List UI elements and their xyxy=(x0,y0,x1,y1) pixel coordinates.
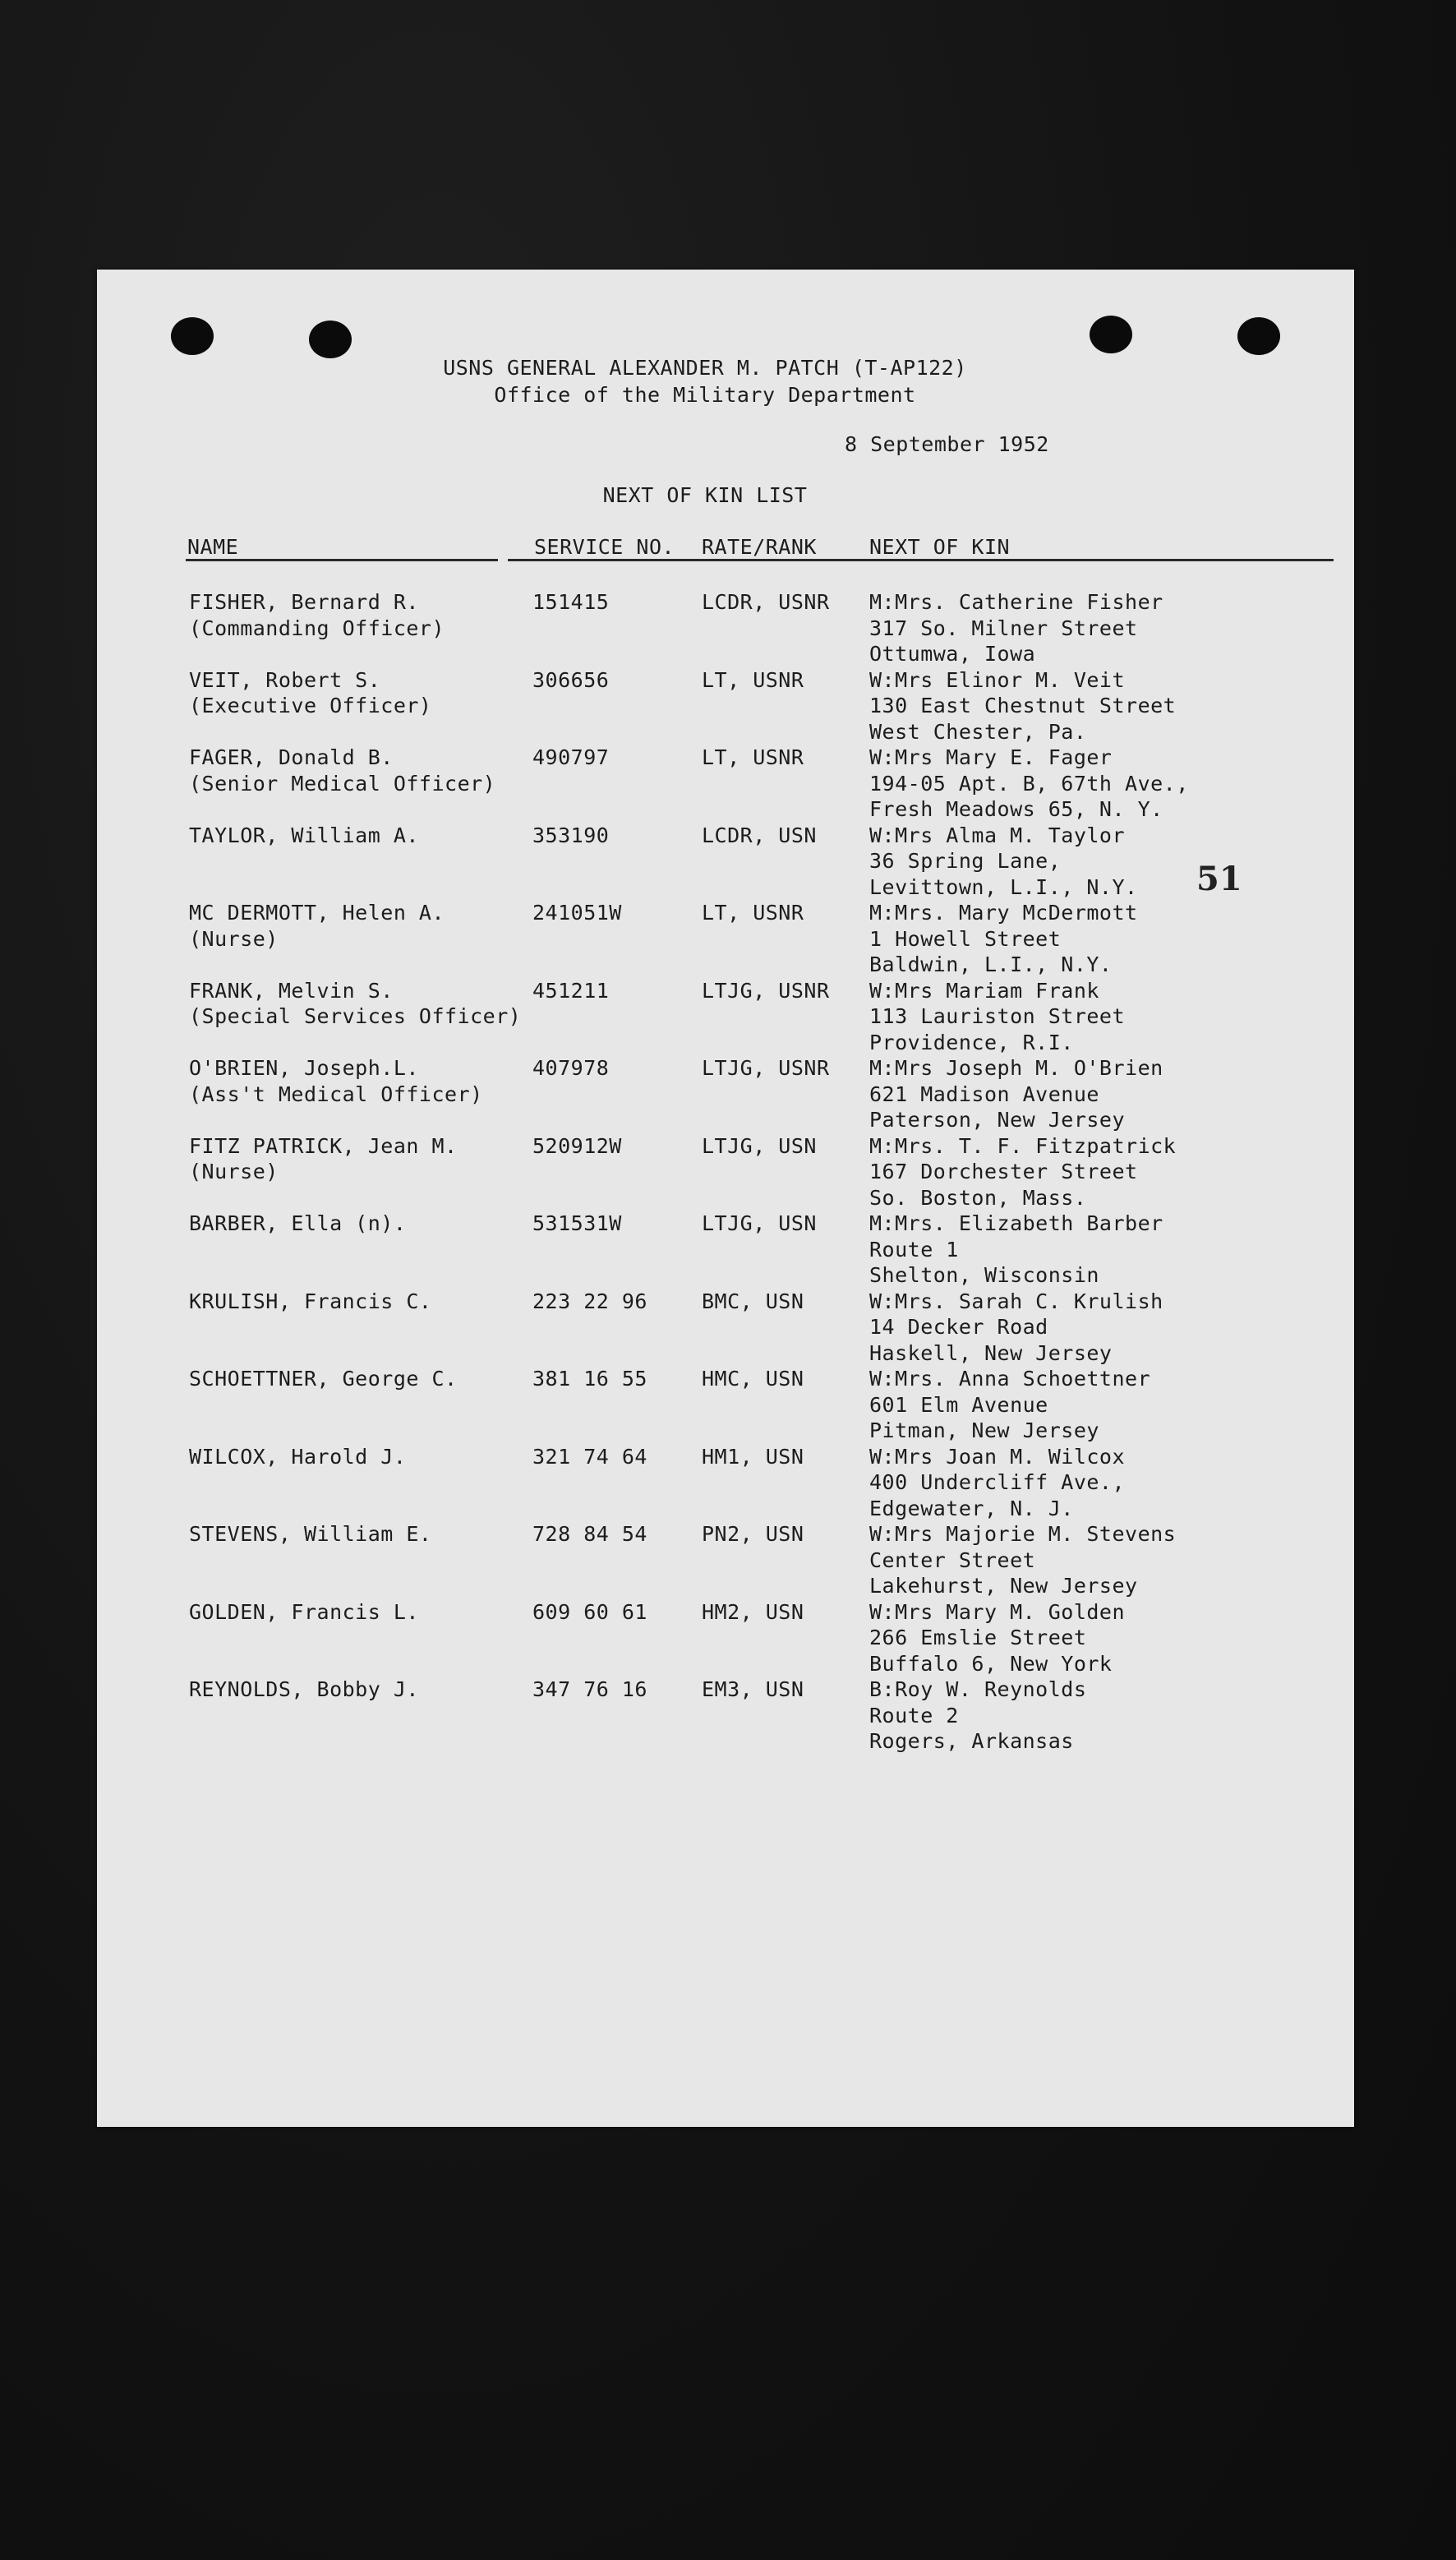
entry-service-no: 241051W xyxy=(532,901,622,925)
column-header-name: NAME xyxy=(187,535,239,559)
entry-rate-rank: EM3, USN xyxy=(702,1677,804,1701)
entry-service-no: 490797 xyxy=(532,745,610,769)
entry-name: WILCOX, Harold J. xyxy=(189,1444,407,1469)
entry-next-of-kin-line: 14 Decker Road xyxy=(869,1315,1048,1339)
header-rule xyxy=(186,559,498,561)
entry-next-of-kin-line: B:Roy W. Reynolds xyxy=(869,1677,1087,1701)
entry-next-of-kin-line: 113 Lauriston Street xyxy=(869,1004,1126,1028)
entry-rate-rank: HM1, USN xyxy=(702,1444,804,1469)
list-item xyxy=(97,901,1354,980)
punch-hole-icon xyxy=(1090,316,1132,353)
entry-next-of-kin-line: W:Mrs Elinor M. Veit xyxy=(869,667,1126,692)
entry-next-of-kin-line: Shelton, Wisconsin xyxy=(869,1263,1099,1287)
entry-next-of-kin-line: Providence, R.I. xyxy=(869,1030,1074,1054)
entry-name: MC DERMOTT, Helen A. xyxy=(189,901,445,925)
entry-rate-rank: HM2, USN xyxy=(702,1599,804,1624)
entry-next-of-kin-line: 194-05 Apt. B, 67th Ave., xyxy=(869,771,1189,796)
document-page xyxy=(97,270,1354,2127)
entry-next-of-kin-line: W:Mrs Mary E. Fager xyxy=(869,745,1113,769)
entry-next-of-kin-line: W:Mrs. Sarah C. Krulish xyxy=(869,1289,1163,1313)
entry-name: TAYLOR, William A. xyxy=(189,823,419,847)
punch-hole-icon xyxy=(309,321,352,358)
entry-name: BARBER, Ella (n). xyxy=(189,1211,407,1235)
entry-next-of-kin-line: M:Mrs. Mary McDermott xyxy=(869,901,1138,925)
list-item xyxy=(97,1211,1354,1290)
entry-next-of-kin-line: 621 Madison Avenue xyxy=(869,1082,1099,1106)
entry-name: SCHOETTNER, George C. xyxy=(189,1367,458,1391)
list-item xyxy=(97,590,1354,669)
entry-service-no: 407978 xyxy=(532,1056,610,1080)
list-item xyxy=(97,1522,1354,1601)
entry-next-of-kin-line: 601 Elm Avenue xyxy=(869,1392,1048,1417)
entry-next-of-kin-line: 400 Undercliff Ave., xyxy=(869,1470,1126,1494)
entry-next-of-kin-line: 1 Howell Street xyxy=(869,926,1062,951)
entry-rate-rank: LTJG, USNR xyxy=(702,978,830,1003)
entry-name: REYNOLDS, Bobby J. xyxy=(189,1677,419,1701)
entry-name: KRULISH, Francis C. xyxy=(189,1289,432,1313)
list-item xyxy=(97,668,1354,747)
entry-name: FAGER, Donald B. xyxy=(189,745,394,769)
list-item xyxy=(97,745,1354,824)
entry-name: FISHER, Bernard R. xyxy=(189,590,419,614)
entry-rate-rank: LTJG, USN xyxy=(702,1133,817,1158)
entry-next-of-kin-line: 317 So. Milner Street xyxy=(869,616,1138,640)
entry-service-no: 306656 xyxy=(532,667,610,692)
entry-service-no: 451211 xyxy=(532,978,610,1003)
entry-next-of-kin-line: M:Mrs. Elizabeth Barber xyxy=(869,1211,1163,1235)
column-header-rate-rank: RATE/RANK xyxy=(702,535,817,559)
entry-name: STEVENS, William E. xyxy=(189,1522,432,1546)
entry-next-of-kin-line: Edgewater, N. J. xyxy=(869,1496,1074,1520)
entry-next-of-kin-line: W:Mrs Mary M. Golden xyxy=(869,1599,1126,1624)
entry-next-of-kin-line: Center Street xyxy=(869,1548,1036,1572)
punch-hole-icon xyxy=(1237,317,1280,355)
list-title: NEXT OF KIN LIST xyxy=(602,483,808,507)
entry-next-of-kin-line: W:Mrs Alma M. Taylor xyxy=(869,823,1126,847)
entry-next-of-kin-line: Paterson, New Jersey xyxy=(869,1108,1126,1132)
entry-next-of-kin-line: W:Mrs Majorie M. Stevens xyxy=(869,1522,1177,1546)
entry-rate-rank: LT, USNR xyxy=(702,667,804,692)
list-item xyxy=(97,1134,1354,1213)
entry-next-of-kin-line: Fresh Meadows 65, N. Y. xyxy=(869,797,1163,821)
entry-next-of-kin-line: Baldwin, L.I., N.Y. xyxy=(869,953,1113,976)
entry-role: (Special Services Officer) xyxy=(189,1004,522,1028)
punch-hole-icon xyxy=(171,317,214,355)
entry-next-of-kin-line: 167 Dorchester Street xyxy=(869,1160,1138,1183)
entry-next-of-kin-line: So. Boston, Mass. xyxy=(869,1185,1087,1210)
document-date: 8 September 1952 xyxy=(845,432,1049,456)
list-item xyxy=(97,1445,1354,1524)
entry-rate-rank: PN2, USN xyxy=(702,1522,804,1546)
entry-name: GOLDEN, Francis L. xyxy=(189,1599,419,1624)
list-item xyxy=(97,1056,1354,1135)
entry-service-no: 609 60 61 xyxy=(532,1599,647,1624)
entry-service-no: 353190 xyxy=(532,823,610,847)
entry-next-of-kin-line: M:Mrs Joseph M. O'Brien xyxy=(869,1056,1163,1080)
entry-next-of-kin-line: Route 1 xyxy=(869,1237,959,1262)
document-title: USNS GENERAL ALEXANDER M. PATCH (T-AP122) xyxy=(443,356,967,380)
entry-next-of-kin-line: W:Mrs. Anna Schoettner xyxy=(869,1367,1151,1391)
entry-role: (Senior Medical Officer) xyxy=(189,771,496,796)
entry-rate-rank: BMC, USN xyxy=(702,1289,804,1313)
entry-service-no: 381 16 55 xyxy=(532,1367,647,1391)
entry-next-of-kin-line: 266 Emslie Street xyxy=(869,1626,1087,1649)
entry-role: (Nurse) xyxy=(189,926,279,951)
entry-role: (Nurse) xyxy=(189,1160,279,1183)
entry-next-of-kin-line: W:Mrs Mariam Frank xyxy=(869,978,1099,1003)
entry-next-of-kin-line: Route 2 xyxy=(869,1703,959,1727)
entry-rate-rank: LT, USNR xyxy=(702,901,804,925)
document-subtitle: Office of the Military Department xyxy=(494,383,916,407)
entry-next-of-kin-line: Ottumwa, Iowa xyxy=(869,642,1036,666)
entry-next-of-kin-line: W:Mrs Joan M. Wilcox xyxy=(869,1444,1126,1469)
entry-rate-rank: LT, USNR xyxy=(702,745,804,769)
list-item xyxy=(97,979,1354,1058)
entry-next-of-kin-line: Rogers, Arkansas xyxy=(869,1729,1074,1753)
entry-role: (Executive Officer) xyxy=(189,694,432,717)
entry-next-of-kin-line: 130 East Chestnut Street xyxy=(869,694,1177,717)
entry-rate-rank: LTJG, USNR xyxy=(702,1056,830,1080)
entry-name: FITZ PATRICK, Jean M. xyxy=(189,1133,458,1158)
entry-role: (Ass't Medical Officer) xyxy=(189,1082,483,1106)
list-item xyxy=(97,1600,1354,1679)
entry-service-no: 223 22 96 xyxy=(532,1289,647,1313)
entry-next-of-kin-line: Buffalo 6, New York xyxy=(869,1651,1113,1676)
entry-next-of-kin-line: Levittown, L.I., N.Y. xyxy=(869,874,1138,899)
entry-next-of-kin-line: M:Mrs. Catherine Fisher xyxy=(869,590,1163,614)
page-number: 51 xyxy=(1196,860,1242,898)
entry-role: (Commanding Officer) xyxy=(189,616,445,640)
entry-next-of-kin-line: Lakehurst, New Jersey xyxy=(869,1574,1138,1598)
entry-name: FRANK, Melvin S. xyxy=(189,978,394,1003)
entry-rate-rank: LCDR, USNR xyxy=(702,590,830,614)
entry-service-no: 531531W xyxy=(532,1211,622,1235)
list-item xyxy=(97,1289,1354,1368)
entry-name: VEIT, Robert S. xyxy=(189,667,381,692)
entry-rate-rank: LTJG, USN xyxy=(702,1211,817,1235)
entry-service-no: 728 84 54 xyxy=(532,1522,647,1546)
entry-next-of-kin-line: M:Mrs. T. F. Fitzpatrick xyxy=(869,1133,1177,1158)
entry-name: O'BRIEN, Joseph.L. xyxy=(189,1056,419,1080)
entry-service-no: 347 76 16 xyxy=(532,1677,647,1701)
entry-service-no: 520912W xyxy=(532,1133,622,1158)
list-item xyxy=(97,823,1354,902)
entry-next-of-kin-line: Pitman, New Jersey xyxy=(869,1418,1099,1442)
entry-rate-rank: HMC, USN xyxy=(702,1367,804,1391)
header-rule xyxy=(508,559,1334,561)
entry-service-no: 321 74 64 xyxy=(532,1444,647,1469)
list-item xyxy=(97,1677,1354,1756)
entry-next-of-kin-line: 36 Spring Lane, xyxy=(869,849,1062,873)
column-header-service-no: SERVICE NO. xyxy=(534,535,675,559)
list-item xyxy=(97,1367,1354,1446)
entry-rate-rank: LCDR, USN xyxy=(702,823,817,847)
entry-service-no: 151415 xyxy=(532,590,610,614)
entry-next-of-kin-line: Haskell, New Jersey xyxy=(869,1340,1113,1365)
entry-next-of-kin-line: West Chester, Pa. xyxy=(869,719,1087,744)
column-header-next-of-kin: NEXT OF KIN xyxy=(869,535,1011,559)
